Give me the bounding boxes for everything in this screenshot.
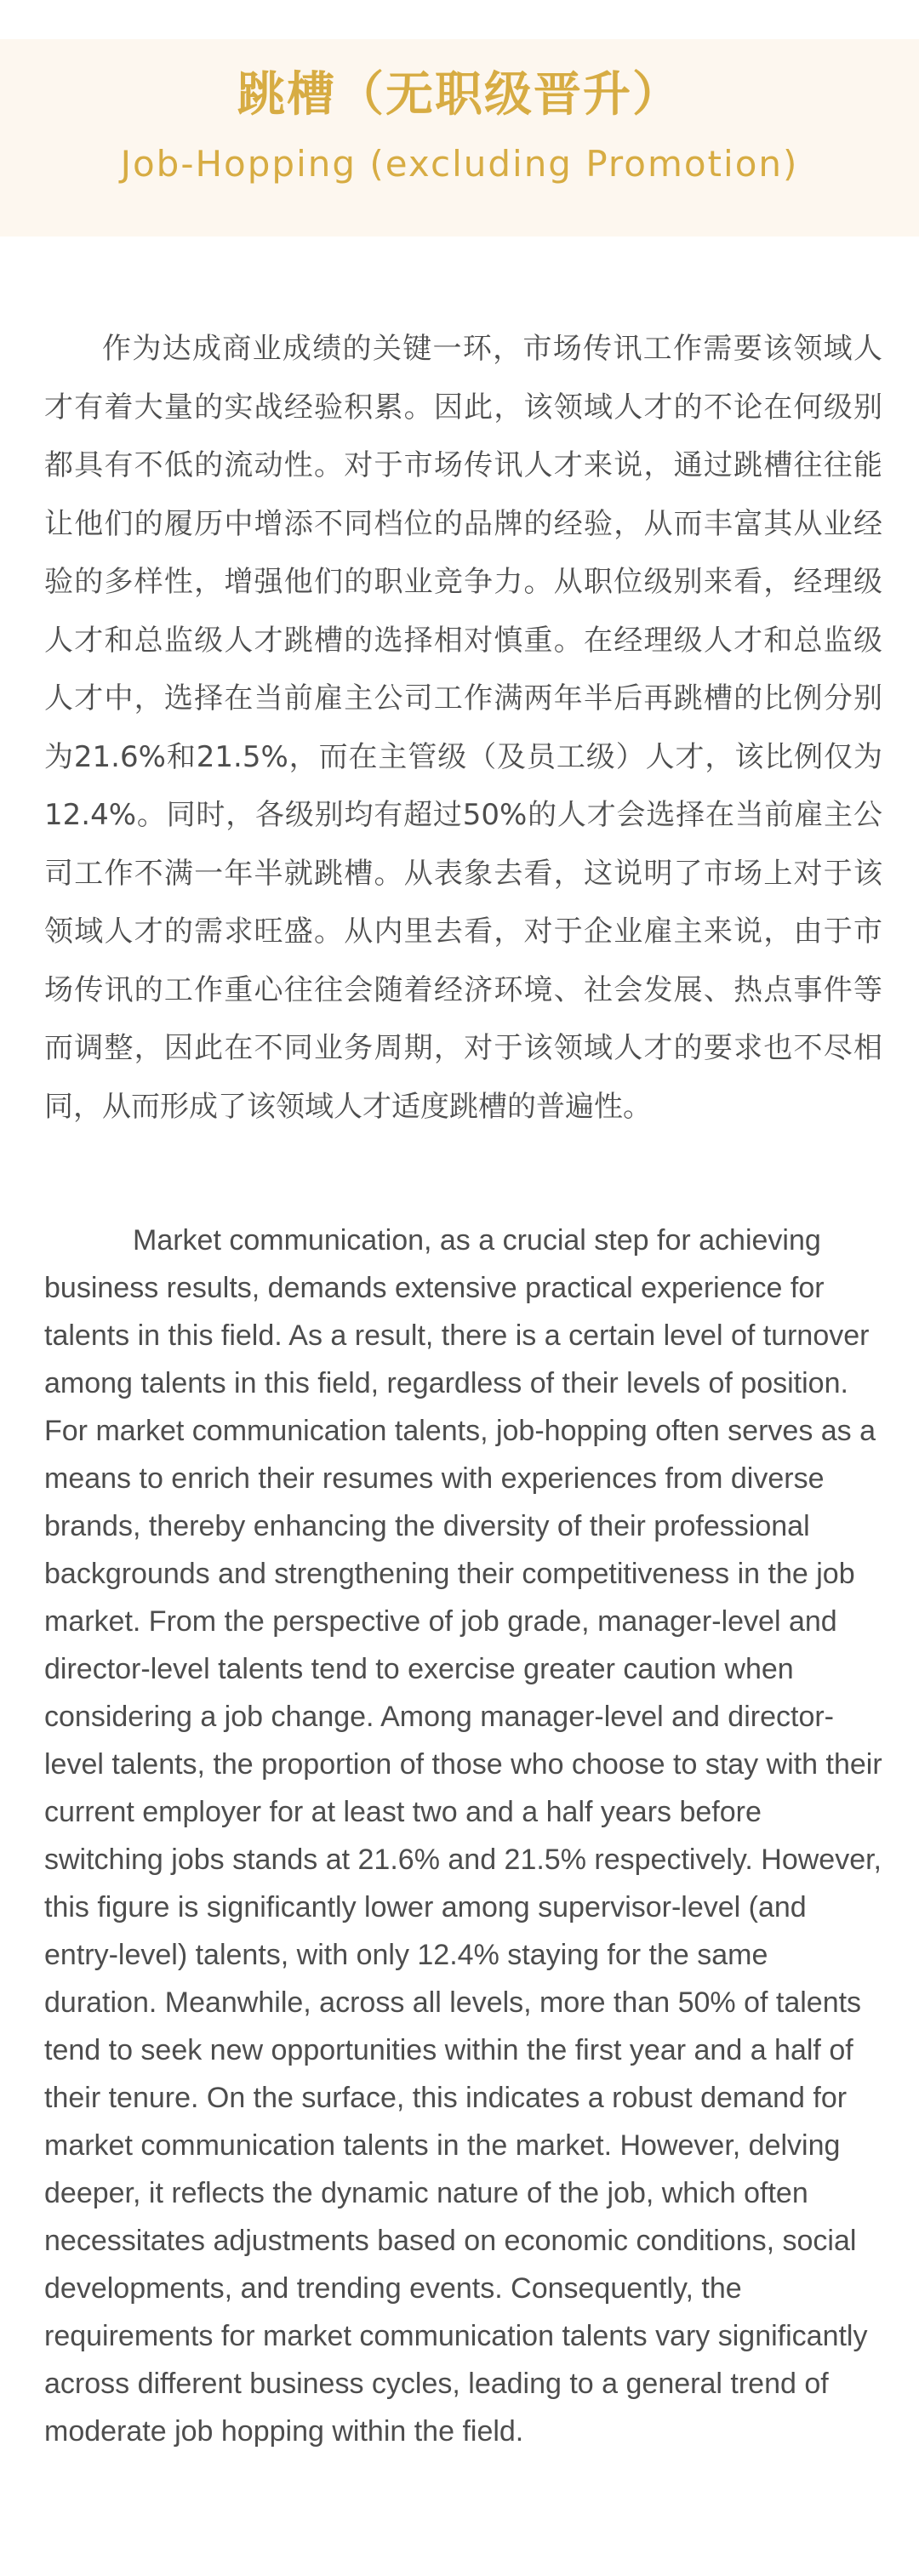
body-paragraph-chinese: 作为达成商业成绩的关键一环，市场传讯工作需要该领域人才有着大量的实战经验积累。因此，该领域人才的不论在何级别都具有不低的流动性。对于市场传讯人才来说，通过跳槽往往能让他们的履历中增添不同档位的品牌的经验，从而丰富其从业经验的多样性，增强他们的职业竞争力。从职位级别来看，经理级人才和总监级人才跳槽的选择相对慎重。在经理级人才和总监级人才中，选择在当前雇主公司工作满两年半后再跳槽的比例分别为21.6%和21.5%，而在主管级（及员工级）人才，该比例仅为12.4%。同时，各级别均有超过50%的人才会选择在当前雇主公司工作不满一年半就跳槽。从表象去看，这说明了市场上对于该领域人才的需求旺盛。从内里去看，对于企业雇主来说，由于市场传讯的工作重心往往会随着经济环境、社会发展、热点事件等而调整，因此在不同业务周期，对于该领域人才的要求也不尽相同，从而形成了该领域人才适度跳槽的普遍性。 <box>44 332 882 1124</box>
page-title-english: Job-Hopping (excluding Promotion) <box>120 143 799 185</box>
body-paragraph-english: Market communication, as a crucial step for achieving business results, demands extensive practical experience for talents in this field. As a result, there is a certain level of turnover among talents in this field, regardless of their levels of position. For market communication talents, job-hopping often serves as a means to enrich their resumes with experiences from diverse brands, thereby enhancing the diversity of their professional backgrounds and strengthening their competitiveness in the job market. From the perspective of job grade, manager-level and director-level talents tend to exercise greater caution when considering a job change. Among manager-level and director-level talents, the proportion of those who choose to stay with their current employer for at least two and a half years before switching jobs stands at 21.6% and 21.5% respectively. However, this figure is significantly lower among supervisor-level (and entry-level) talents, with only 12.4% staying for the same duration. Meanwhile, across all levels, more than 50% of talents tend to seek new opportunities within the first year and a half of their tenure. On the surface, this indicates a robust demand for market communication talents in the market. However, delving deeper, it reflects the dynamic nature of the job, which often necessitates adjustments based on economic conditions, social developments, and trending events. Consequently, the requirements for market communication talents vary significantly across different business cycles, leading to a general trend of moderate job hopping within the field. <box>44 1224 882 2448</box>
page-title-chinese: 跳槽（无职级晋升） <box>237 67 682 123</box>
